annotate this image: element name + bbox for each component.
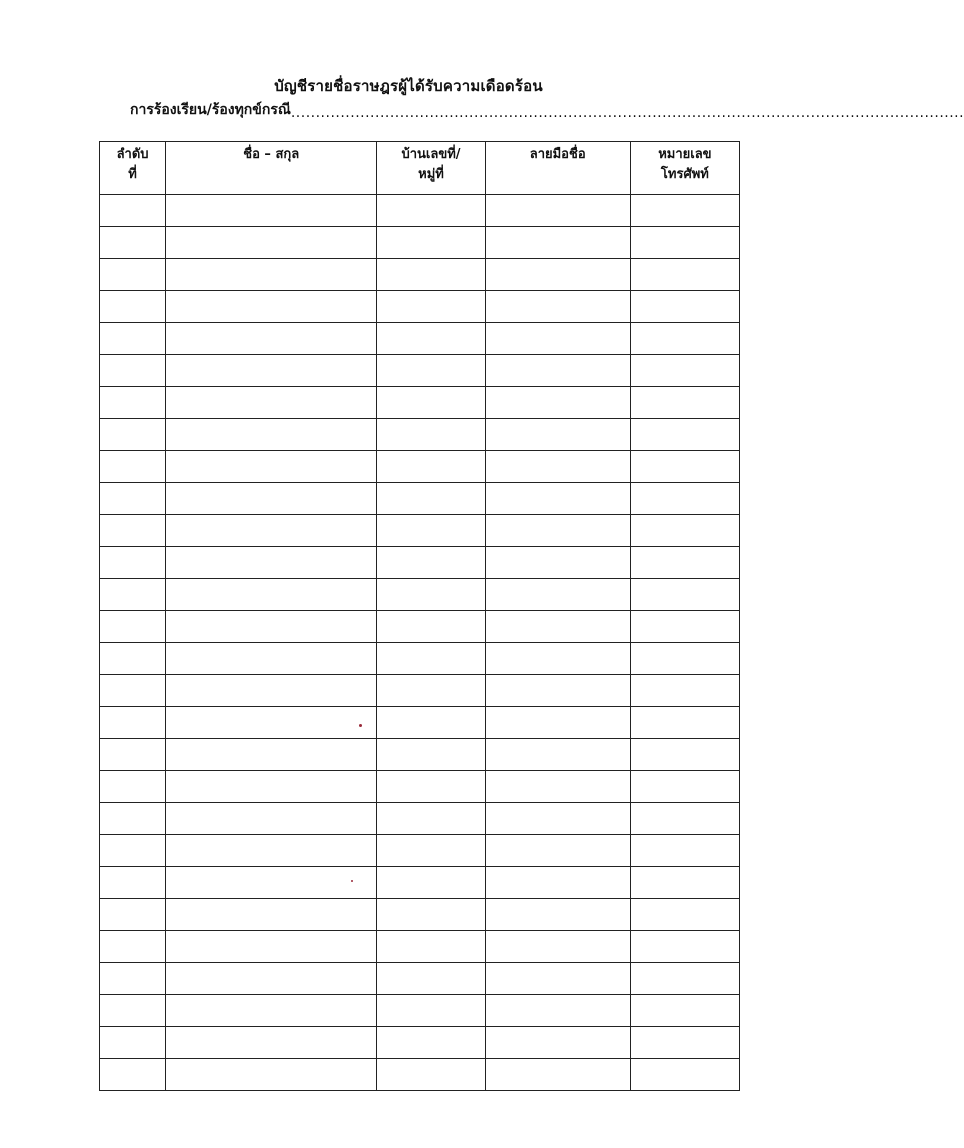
table-row (100, 995, 740, 1027)
signature-cell[interactable] (485, 483, 630, 515)
house-number-cell[interactable] (377, 387, 485, 419)
phone-number-cell[interactable] (630, 995, 739, 1027)
table-row (100, 515, 740, 547)
phone-number-cell[interactable] (630, 611, 739, 643)
signature-cell[interactable] (485, 451, 630, 483)
signature-cell[interactable] (485, 771, 630, 803)
full-name-cell[interactable] (166, 803, 377, 835)
house-number-cell[interactable] (377, 803, 485, 835)
signature-cell[interactable] (485, 899, 630, 931)
phone-number-cell[interactable] (630, 835, 739, 867)
house-number-cell[interactable] (377, 227, 485, 259)
phone-number-cell[interactable] (630, 1027, 739, 1059)
house-number-cell[interactable] (377, 259, 485, 291)
full-name-cell[interactable] (166, 771, 377, 803)
phone-number-cell[interactable] (630, 483, 739, 515)
signature-cell[interactable] (485, 323, 630, 355)
table-row (100, 323, 740, 355)
signature-cell[interactable] (485, 643, 630, 675)
signature-cell[interactable] (485, 803, 630, 835)
sequence-cell[interactable] (100, 707, 166, 739)
table-row (100, 707, 740, 739)
table-row (100, 579, 740, 611)
signature-cell[interactable] (485, 931, 630, 963)
header-house-line1: บ้านเลขที่/ (401, 147, 461, 162)
signature-cell[interactable] (485, 995, 630, 1027)
sequence-cell[interactable] (100, 387, 166, 419)
table-header-row (100, 142, 740, 195)
full-name-cell[interactable] (166, 675, 377, 707)
table-row (100, 739, 740, 771)
house-number-cell[interactable] (377, 355, 485, 387)
sequence-cell[interactable] (100, 579, 166, 611)
sequence-cell[interactable] (100, 995, 166, 1027)
header-sequence-number (100, 142, 166, 195)
table-row (100, 1027, 740, 1059)
full-name-cell[interactable] (166, 963, 377, 995)
phone-number-cell[interactable] (630, 675, 739, 707)
table-row (100, 195, 740, 227)
table-row (100, 483, 740, 515)
phone-number-cell[interactable] (630, 291, 739, 323)
house-number-cell[interactable] (377, 291, 485, 323)
house-number-cell[interactable] (377, 899, 485, 931)
full-name-cell[interactable] (166, 835, 377, 867)
house-number-cell[interactable] (377, 451, 485, 483)
full-name-cell[interactable] (166, 515, 377, 547)
phone-number-cell[interactable] (630, 739, 739, 771)
document-title: บัญชีรายชื่อราษฎรผู้ได้รับความเดือดร้อน (274, 77, 543, 95)
house-number-cell[interactable] (377, 739, 485, 771)
header-full-name (166, 142, 377, 195)
full-name-cell[interactable] (166, 291, 377, 323)
phone-number-cell[interactable] (630, 707, 739, 739)
phone-number-cell[interactable] (630, 355, 739, 387)
house-number-cell[interactable] (377, 707, 485, 739)
header-house-line2: หมู่ที่ (418, 167, 444, 182)
table-body (100, 195, 740, 1091)
phone-number-cell[interactable] (630, 547, 739, 579)
table-row (100, 355, 740, 387)
sequence-cell[interactable] (100, 963, 166, 995)
table-row (100, 675, 740, 707)
signature-cell[interactable] (485, 1027, 630, 1059)
table-row (100, 387, 740, 419)
full-name-cell[interactable] (166, 1059, 377, 1091)
sequence-cell[interactable] (100, 1027, 166, 1059)
house-number-cell[interactable] (377, 419, 485, 451)
full-name-cell[interactable] (166, 483, 377, 515)
header-sequence-line2: ที่ (128, 167, 137, 182)
full-name-cell[interactable] (166, 707, 377, 739)
phone-number-cell[interactable] (630, 227, 739, 259)
house-number-cell[interactable] (377, 995, 485, 1027)
sequence-cell[interactable] (100, 419, 166, 451)
house-number-cell[interactable] (377, 579, 485, 611)
sequence-cell[interactable] (100, 835, 166, 867)
header-signature-label: ลายมือชื่อ (529, 147, 586, 162)
table-row (100, 931, 740, 963)
sequence-cell[interactable] (100, 771, 166, 803)
phone-number-cell[interactable] (630, 259, 739, 291)
table-row (100, 1059, 740, 1091)
signature-cell[interactable] (485, 259, 630, 291)
table-row (100, 451, 740, 483)
signature-cell[interactable] (485, 739, 630, 771)
full-name-cell[interactable] (166, 867, 377, 899)
table-row (100, 611, 740, 643)
house-number-cell[interactable] (377, 483, 485, 515)
house-number-cell[interactable] (377, 1059, 485, 1091)
house-number-cell[interactable] (377, 675, 485, 707)
full-name-cell[interactable] (166, 995, 377, 1027)
table-row (100, 227, 740, 259)
signature-cell[interactable] (485, 675, 630, 707)
signature-cell[interactable] (485, 227, 630, 259)
phone-number-cell[interactable] (630, 579, 739, 611)
resident-list-table (99, 141, 740, 1091)
sequence-cell[interactable] (100, 291, 166, 323)
header-signature (485, 142, 630, 195)
house-number-cell[interactable] (377, 515, 485, 547)
sequence-cell[interactable] (100, 547, 166, 579)
full-name-cell[interactable] (166, 739, 377, 771)
sequence-cell[interactable] (100, 643, 166, 675)
house-number-cell[interactable] (377, 931, 485, 963)
house-number-cell[interactable] (377, 771, 485, 803)
table-row (100, 835, 740, 867)
sequence-cell[interactable] (100, 451, 166, 483)
phone-number-cell[interactable] (630, 803, 739, 835)
sequence-cell[interactable] (100, 899, 166, 931)
full-name-cell[interactable] (166, 547, 377, 579)
table-row (100, 899, 740, 931)
house-number-cell[interactable] (377, 323, 485, 355)
sequence-cell[interactable] (100, 803, 166, 835)
signature-cell[interactable] (485, 291, 630, 323)
house-number-cell[interactable] (377, 611, 485, 643)
header-house-number (377, 142, 485, 195)
full-name-cell[interactable] (166, 227, 377, 259)
signature-cell[interactable] (485, 611, 630, 643)
ink-speck (359, 724, 362, 727)
signature-cell[interactable] (485, 835, 630, 867)
house-number-cell[interactable] (377, 867, 485, 899)
sequence-cell[interactable] (100, 355, 166, 387)
signature-cell[interactable] (485, 867, 630, 899)
sequence-cell[interactable] (100, 323, 166, 355)
sequence-cell[interactable] (100, 195, 166, 227)
header-phone-line2: โทรศัพท์ (660, 167, 709, 182)
signature-cell[interactable] (485, 515, 630, 547)
full-name-cell[interactable] (166, 643, 377, 675)
sequence-cell[interactable] (100, 1059, 166, 1091)
signature-cell[interactable] (485, 355, 630, 387)
phone-number-cell[interactable] (630, 515, 739, 547)
signature-cell[interactable] (485, 707, 630, 739)
phone-number-cell[interactable] (630, 195, 739, 227)
signature-cell[interactable] (485, 963, 630, 995)
phone-number-cell[interactable] (630, 771, 739, 803)
signature-cell[interactable] (485, 387, 630, 419)
signature-cell[interactable] (485, 547, 630, 579)
phone-number-cell[interactable] (630, 419, 739, 451)
sequence-cell[interactable] (100, 931, 166, 963)
full-name-cell[interactable] (166, 611, 377, 643)
signature-cell[interactable] (485, 1059, 630, 1091)
sequence-cell[interactable] (100, 227, 166, 259)
header-phone-number (630, 142, 739, 195)
house-number-cell[interactable] (377, 835, 485, 867)
table-row (100, 259, 740, 291)
table-row (100, 803, 740, 835)
phone-number-cell[interactable] (630, 899, 739, 931)
full-name-cell[interactable] (166, 579, 377, 611)
full-name-cell[interactable] (166, 387, 377, 419)
complaint-subject-label: การร้องเรียน/ร้องทุกข์กรณี (130, 102, 291, 118)
phone-number-cell[interactable] (630, 451, 739, 483)
phone-number-cell[interactable] (630, 867, 739, 899)
full-name-cell[interactable] (166, 1027, 377, 1059)
full-name-cell[interactable] (166, 451, 377, 483)
house-number-cell[interactable] (377, 643, 485, 675)
phone-number-cell[interactable] (630, 643, 739, 675)
sequence-cell[interactable] (100, 675, 166, 707)
sequence-cell[interactable] (100, 867, 166, 899)
signature-cell[interactable] (485, 195, 630, 227)
header-sequence-line1: ลำดับ (116, 147, 149, 162)
complaint-subject-blank: ........................................................................................................................................ (290, 105, 964, 121)
table-row (100, 419, 740, 451)
header-phone-line1: หมายเลข (658, 147, 712, 162)
table-row (100, 771, 740, 803)
ink-speck (351, 880, 353, 882)
house-number-cell[interactable] (377, 547, 485, 579)
phone-number-cell[interactable] (630, 963, 739, 995)
full-name-cell[interactable] (166, 355, 377, 387)
sequence-cell[interactable] (100, 611, 166, 643)
full-name-cell[interactable] (166, 195, 377, 227)
full-name-cell[interactable] (166, 259, 377, 291)
table-row (100, 963, 740, 995)
header-full-name-label: ชื่อ – สกุล (243, 147, 300, 162)
sequence-cell[interactable] (100, 483, 166, 515)
phone-number-cell[interactable] (630, 323, 739, 355)
table-row (100, 547, 740, 579)
house-number-cell[interactable] (377, 195, 485, 227)
signature-cell[interactable] (485, 579, 630, 611)
phone-number-cell[interactable] (630, 387, 739, 419)
full-name-cell[interactable] (166, 323, 377, 355)
complaint-subject-line (130, 99, 964, 121)
sequence-cell[interactable] (100, 739, 166, 771)
full-name-cell[interactable] (166, 419, 377, 451)
signature-cell[interactable] (485, 419, 630, 451)
table-row (100, 867, 740, 899)
sequence-cell[interactable] (100, 515, 166, 547)
phone-number-cell[interactable] (630, 1059, 739, 1091)
house-number-cell[interactable] (377, 963, 485, 995)
full-name-cell[interactable] (166, 899, 377, 931)
phone-number-cell[interactable] (630, 931, 739, 963)
table-row (100, 643, 740, 675)
house-number-cell[interactable] (377, 1027, 485, 1059)
sequence-cell[interactable] (100, 259, 166, 291)
full-name-cell[interactable] (166, 931, 377, 963)
table-row (100, 291, 740, 323)
